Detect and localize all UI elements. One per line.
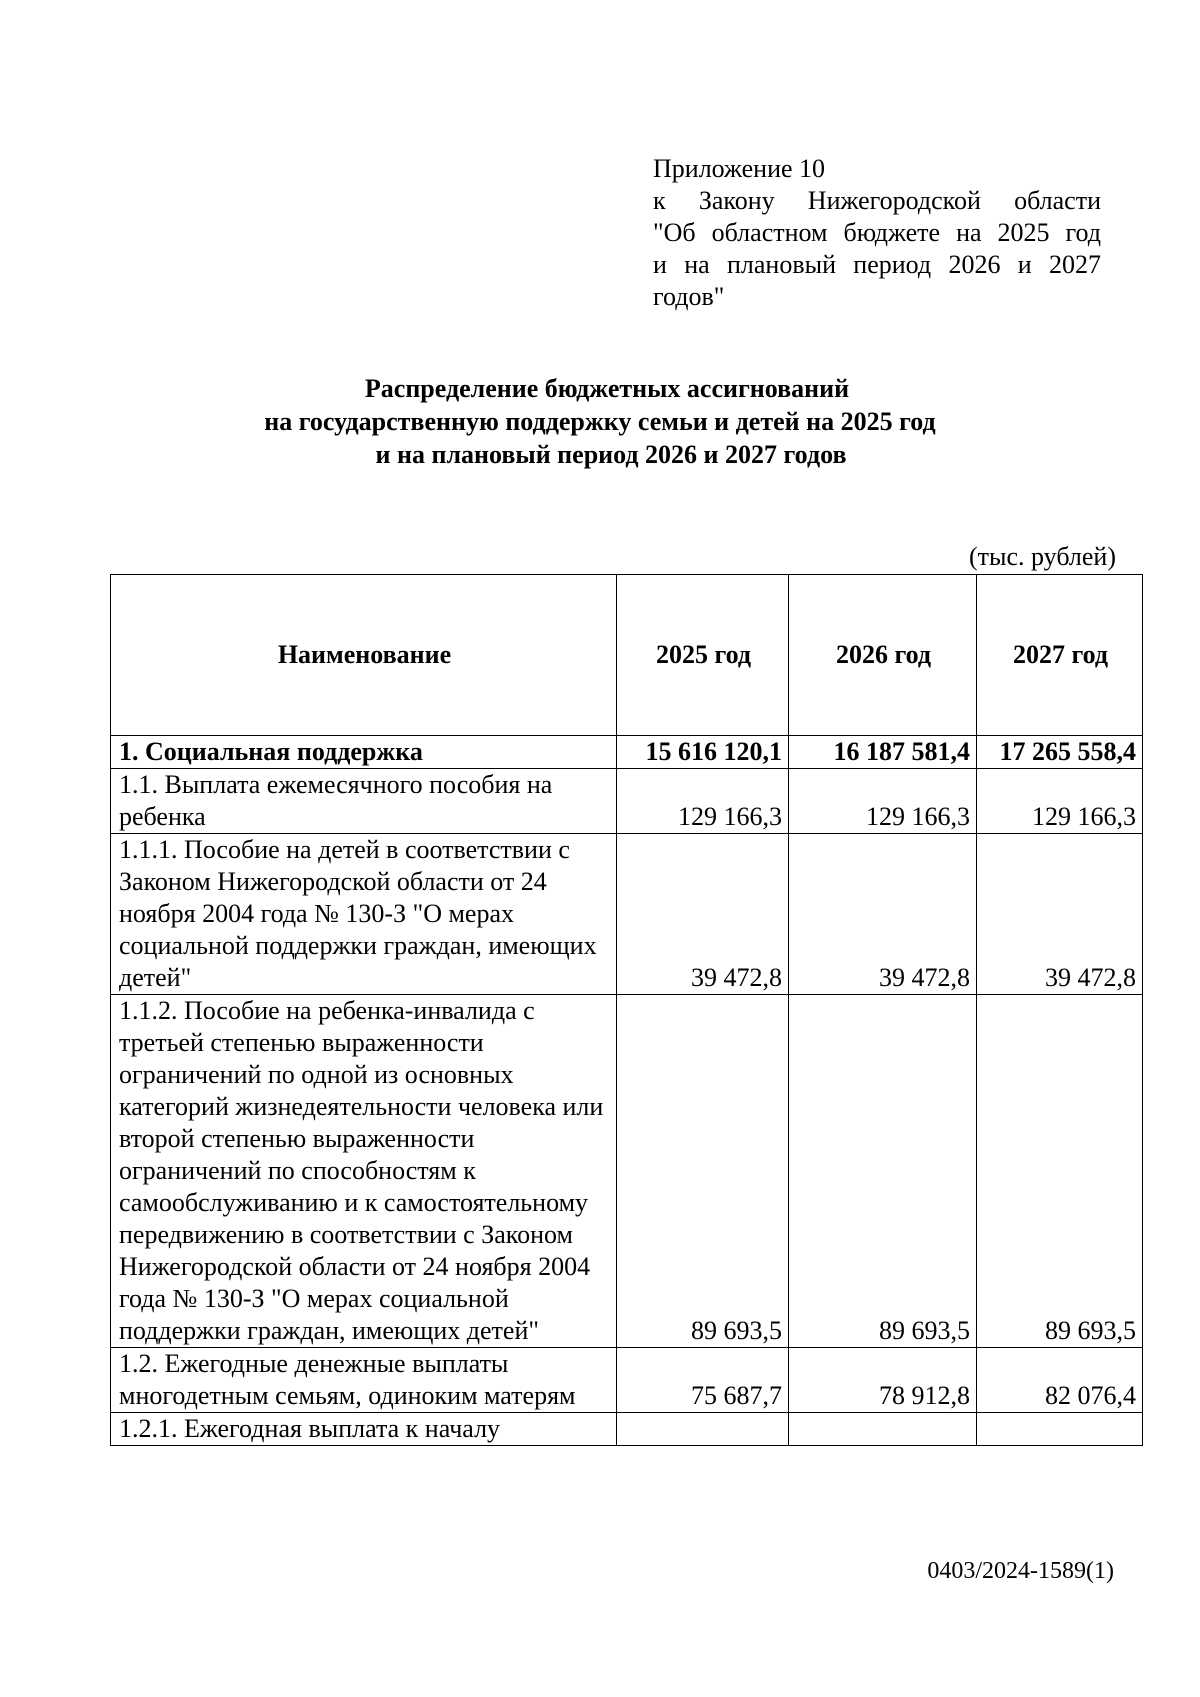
appendix-line-3: "Об областном бюджете на 2025 год (653, 218, 1101, 247)
row-value-2027: 17 265 558,4 (977, 736, 1143, 769)
table-row (111, 1348, 1143, 1413)
table-row (111, 736, 1143, 769)
row-value-2025: 89 693,5 (617, 995, 789, 1348)
row-value-2027: 129 166,3 (977, 769, 1143, 834)
document-title (0, 372, 1200, 471)
column-header-2025: 2025 год (617, 575, 789, 736)
row-value-2025 (617, 1413, 789, 1446)
row-value-2025: 39 472,8 (617, 834, 789, 995)
row-value-2026: 129 166,3 (789, 769, 977, 834)
title-line-2: на государственную поддержку семьи и детей на 2025 год (264, 407, 936, 436)
budget-table (110, 574, 1143, 1446)
row-name: 1.2.1. Ежегодная выплата к началу (111, 1413, 617, 1446)
title-line-1: Распределение бюджетных ассигнований (364, 374, 850, 403)
appendix-line-2: к Закону Нижегородской области (653, 186, 1101, 215)
table-row (111, 834, 1143, 995)
row-value-2026: 39 472,8 (789, 834, 977, 995)
appendix-line-5: годов" (653, 282, 725, 311)
row-value-2026: 89 693,5 (789, 995, 977, 1348)
row-value-2026: 78 912,8 (789, 1348, 977, 1413)
appendix-line-4: и на плановый период 2026 и 2027 (653, 250, 1101, 279)
row-value-2027: 89 693,5 (977, 995, 1143, 1348)
row-name: 1.1.1. Пособие на детей в соответствии с Законом Нижегородской области от 24 ноября 2004 года № 130-З "О мерах социальной поддержки граждан, имеющих детей" (111, 834, 617, 995)
table-row (111, 995, 1143, 1348)
row-value-2025: 129 166,3 (617, 769, 789, 834)
table-header-row (111, 575, 1143, 736)
document-code: 0403/2024-1589(1) (927, 1558, 1114, 1584)
column-header-name: Наименование (111, 575, 617, 736)
row-value-2026 (789, 1413, 977, 1446)
row-name: 1. Социальная поддержка (111, 736, 617, 769)
row-value-2027 (977, 1413, 1143, 1446)
table-row (111, 769, 1143, 834)
row-name: 1.2. Ежегодные денежные выплаты многодетным семьям, одиноким матерям (111, 1348, 617, 1413)
row-value-2027: 82 076,4 (977, 1348, 1143, 1413)
column-header-2027: 2027 год (977, 575, 1143, 736)
row-value-2027: 39 472,8 (977, 834, 1143, 995)
row-value-2025: 15 616 120,1 (617, 736, 789, 769)
row-name: 1.1. Выплата ежемесячного пособия на ребенка (111, 769, 617, 834)
row-value-2026: 16 187 581,4 (789, 736, 977, 769)
appendix-line-1: Приложение 10 (653, 154, 826, 183)
table-row (111, 1413, 1143, 1446)
units-label: (тыс. рублей) (968, 542, 1116, 571)
row-value-2025: 75 687,7 (617, 1348, 789, 1413)
appendix-header (653, 153, 1101, 313)
column-header-2026: 2026 год (789, 575, 977, 736)
row-name: 1.1.2. Пособие на ребенка-инвалида с третьей степенью выраженности ограничений по одной из основных категорий жизнедеятельности человека или второй степенью выраженности ограничений по способностям к самообслуживанию и к самостоятельному передвижению в соответствии с Законом Нижегородской области от 24 ноября 2004 года № 130-З "О мерах социальной поддержки граждан, имеющих детей" (111, 995, 617, 1348)
title-line-3: и на плановый период 2026 и 2027 годов (375, 440, 847, 469)
